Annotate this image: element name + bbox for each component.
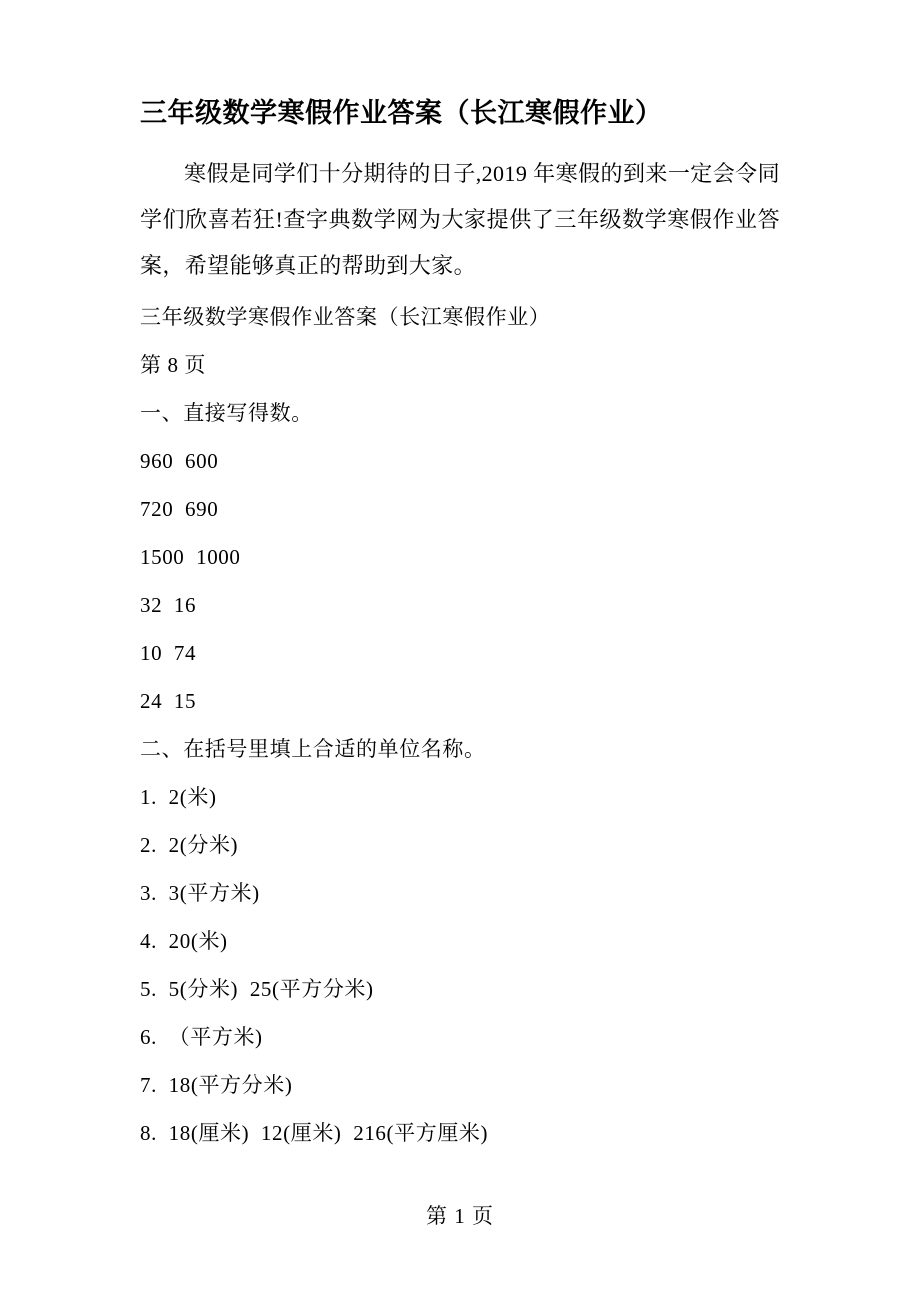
content-line-2: 第 8 页 bbox=[140, 352, 206, 377]
content-line-14: 4. 20(米) bbox=[140, 928, 228, 953]
content-line-12: 2. 2(分米) bbox=[140, 832, 239, 857]
content-line-9: 24 15 bbox=[140, 688, 197, 713]
content-line-6: 1500 1000 bbox=[140, 544, 241, 569]
content-line-5: 720 690 bbox=[140, 496, 219, 521]
content-line-8: 10 74 bbox=[140, 640, 197, 665]
content-line-1: 三年级数学寒假作业答案（长江寒假作业） bbox=[140, 304, 551, 329]
content-line-13: 3. 3(平方米) bbox=[140, 880, 260, 905]
content-line-10: 二、在括号里填上合适的单位名称。 bbox=[140, 736, 486, 761]
intro-paragraph: 寒假是同学们十分期待的日子,2019 年寒假的到来一定会令同学们欣喜若狂!查字典数学网为大家提供了三年级数学寒假作业答案，希望能够真正的帮助到大家。 bbox=[140, 160, 780, 278]
content-line-16: 6. （平方米) bbox=[140, 1024, 263, 1049]
content-line-4: 960 600 bbox=[140, 448, 219, 473]
page-footer: 第 1 页 bbox=[426, 1204, 494, 1228]
page-title: 三年级数学寒假作业答案（长江寒假作业） bbox=[140, 98, 663, 128]
content-line-15: 5. 5(分米) 25(平方分米) bbox=[140, 976, 374, 1001]
content-line-11: 1. 2(米) bbox=[140, 784, 217, 809]
content-line-17: 7. 18(平方分米) bbox=[140, 1072, 293, 1097]
content-line-18: 8. 18(厘米) 12(厘米) 216(平方厘米) bbox=[140, 1120, 489, 1145]
content-line-7: 32 16 bbox=[140, 592, 197, 617]
content-line-3: 一、直接写得数。 bbox=[140, 400, 313, 425]
